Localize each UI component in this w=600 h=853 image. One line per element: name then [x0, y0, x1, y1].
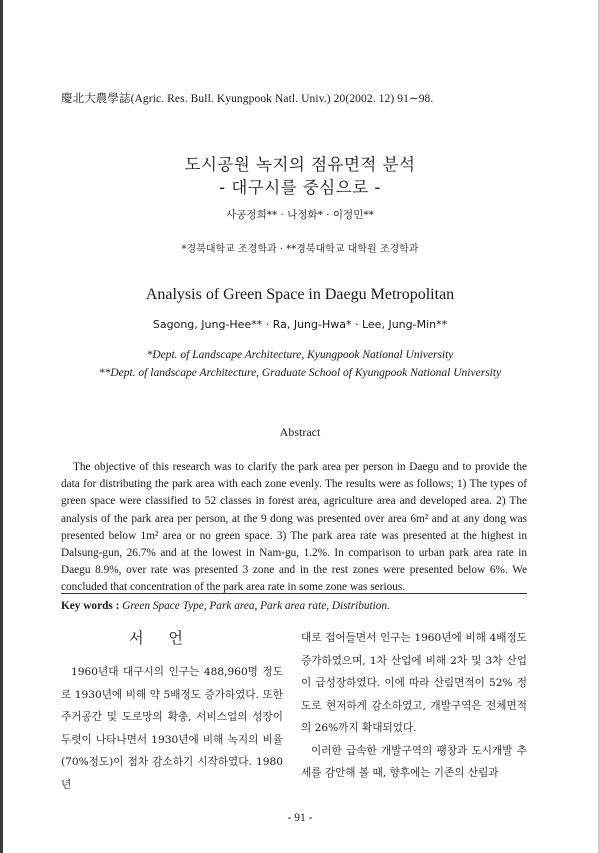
intro-right-paragraph-2: 이러한 급속한 개발구역의 팽창과 도시개발 추세를 감안해 볼 때, 향후에는 기존의 산림과 [301, 744, 527, 779]
keywords-list: Green Space Type, Park area, Park area rate, Distribution. [122, 600, 390, 612]
korean-affiliation: *경북대학교 조경학과 · **경북대학교 대학원 조경학과 [181, 244, 419, 255]
intro-heading: 서 언 [129, 629, 193, 647]
journal-citation: 慶北大農學誌(Agric. Res. Bull. Kyungpook Natl. Univ.) 20(2002. 12) 91∼98. [61, 93, 434, 105]
english-authors: Sagong, Jung-Hee** · Ra, Jung-Hwa* · Lee, Jung-Min** [152, 318, 448, 331]
english-affiliation-2: **Dept. of landscape Architecture, Graduate School of Kyungpook National University [98, 367, 502, 379]
korean-title: 도시공원 녹지의 점유면적 분석 [184, 155, 416, 174]
english-title: Analysis of Green Space in Daegu Metropolitan [145, 286, 455, 303]
intro-right-paragraph-1: 대로 접어들면서 인구는 1960년에 비해 4배정도 증가하였으며, 1차 산업에 비해 2차 및 3차 산업이 급성장하였다. 이에 따라 산림면적이 52% 정도로 현저하게 감소하였고, 개발구역은 전체면적의 26%까지 확대되었다. [301, 632, 527, 734]
korean-subtitle: - 대구시를 중심으로 - [219, 178, 381, 197]
abstract-body: The objective of this research was to clarify the park area per person in Daegu and to provide the data for distributing the park area with each zone evenly. The results were as follows; 1) The types of green space were classified to 52 classes in forest area, agriculture area and developed area. 2) The analysis of the park area per person, at the 9 dong was presented over area 6m² and at any dong was presented below 1m² area or no green space. 3) The park area rate was presented at the highest in Dalsung-gun, 26.7% and at the lowest in Nam-gu, 1.2%. In comparison to urban park area rate in Daegu 8.9%, over rate was presented 3 zone and in the rest zones were presented below 6%. We concluded that concentration of the park area rate in some zone was serious. [61, 461, 527, 594]
keywords-divider [61, 593, 527, 594]
keywords-line [61, 600, 390, 612]
english-affiliation-1: *Dept. of Landscape Architecture, Kyungpook National University [146, 349, 454, 361]
abstract-heading: Abstract [279, 425, 321, 439]
intro-left-column: 1960년대 대구시의 인구는 488,960명 정도로 1930년에 비해 약 5배정도 증가하였다. 또한 주거공간 및 도로망의 확충, 서비스업의 성장이 두렷이 나타나면서 1930년에 비해 녹지의 비율(70%정도)이 점차 감소하기 시작하였다. 1980년 [61, 666, 283, 791]
keywords-label: Key words : [61, 600, 120, 612]
page-number: - 91 - [287, 812, 313, 824]
korean-authors: 사공정희** · 나정화* · 이정민** [226, 209, 374, 221]
intro-right-column [301, 627, 527, 785]
